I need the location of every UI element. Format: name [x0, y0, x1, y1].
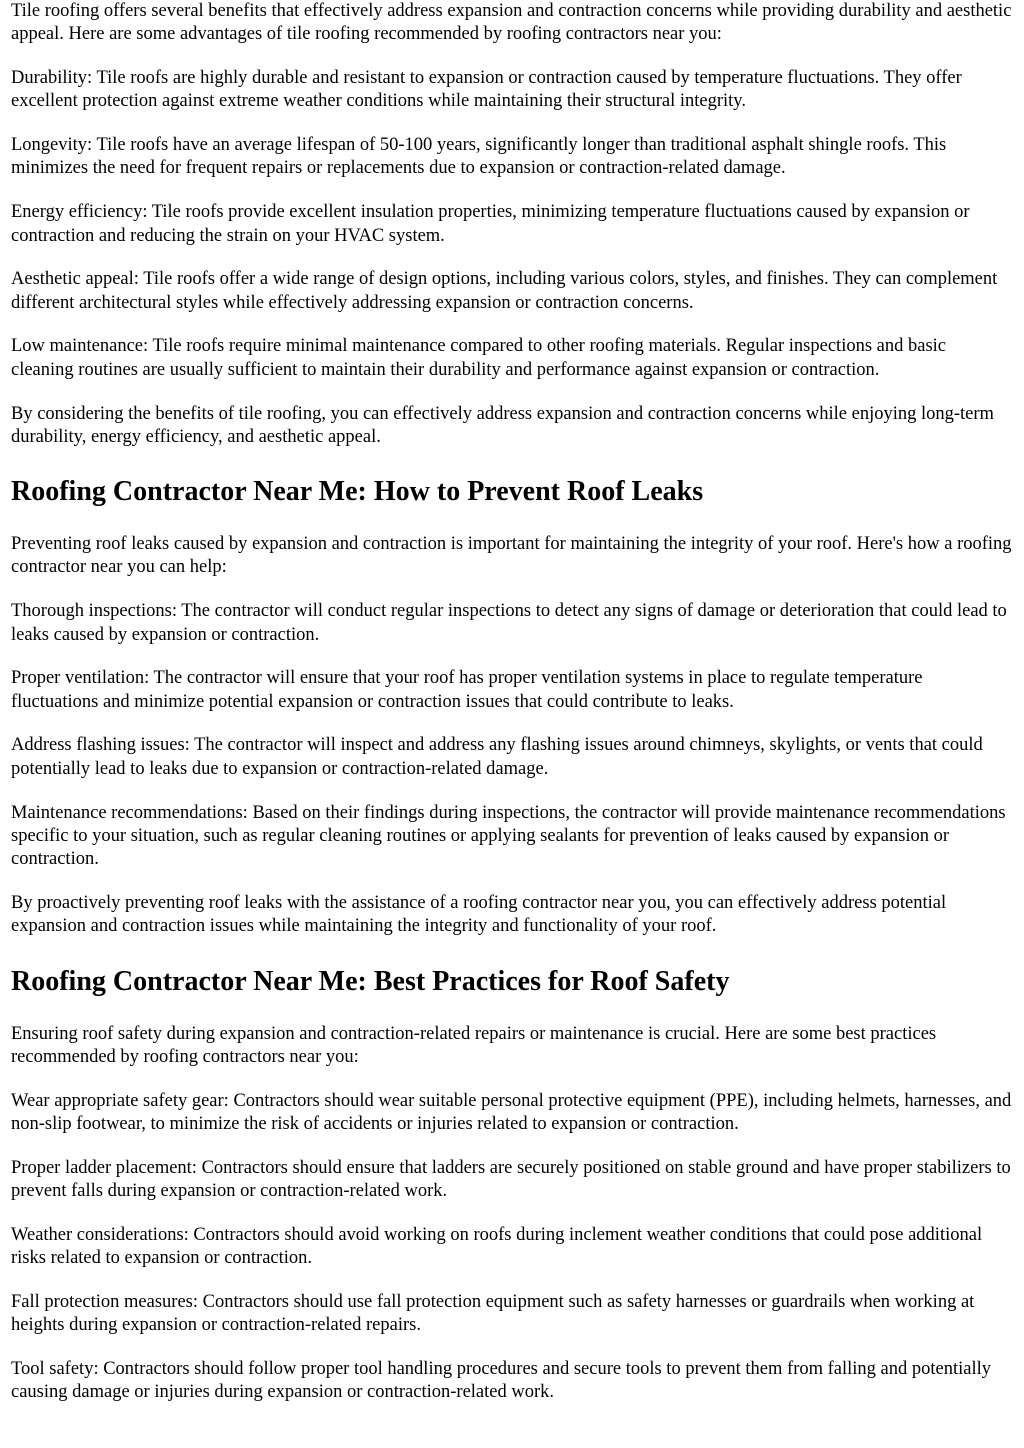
intro-paragraph: Tile roofing offers several benefits that effectively address expansion and contraction concerns while providing durability and aesthetic appeal. Here are some advantages of tile roofing recommended by roofing contractors near you:: [11, 1, 1012, 45]
safety-gear-paragraph: Wear appropriate safety gear: Contractors should wear suitable personal protective equipment (PPE), including helmets, harnesses, and non-slip footwear, to minimize the risk of accidents or injuries related to expansion or contraction.: [11, 1090, 1012, 1134]
weather-considerations-paragraph: Weather considerations: Contractors should avoid working on roofs during inclement weather conditions that could pose additional risks related to expansion or contraction.: [11, 1224, 983, 1269]
longevity-paragraph: Longevity: Tile roofs have an average lifespan of 50-100 years, significantly longer than traditional asphalt shingle roofs. This minimizes the need for frequent repairs or replacements due to expansion or contraction-related damage.: [11, 135, 947, 179]
durability-paragraph: Durability: Tile roofs are highly durable and resistant to expansion or contraction caused by temperature fluctuations. They offer excellent protection against extreme weather conditions while maintaining their structural integrity.: [11, 68, 962, 112]
ladder-placement-paragraph: Proper ladder placement: Contractors should ensure that ladders are securely positioned on stable ground and have proper stabilizers to prevent falls during expansion or contraction-related work.: [11, 1157, 1011, 1201]
tool-safety-paragraph: Tool safety: Contractors should follow proper tool handling procedures and secure tools to prevent them from falling and potentially causing damage or injuries during expansion or contraction-related work.: [11, 1358, 991, 1403]
low-maintenance-paragraph: Low maintenance: Tile roofs require minimal maintenance compared to other roofing materials. Regular inspections and basic cleaning routines are usually sufficient to maintain their durability and performance against expansion or contraction.: [11, 336, 946, 380]
prevent-leaks-section: [11, 475, 1013, 938]
roof-safety-heading: Roofing Contractor Near Me: Best Practices for Roof Safety: [11, 965, 730, 997]
ventilation-paragraph: Proper ventilation: The contractor will ensure that your roof has proper ventilation systems in place to regulate temperature fluctuations and minimize potential expansion or contraction issues that could contribute to leaks.: [11, 668, 923, 712]
maintenance-recommendations-paragraph: Maintenance recommendations: Based on their findings during inspections, the contractor will provide maintenance recommendations specific to your situation, such as regular cleaning routines or applying sealants for prevention of leaks caused by expansion or contraction.: [11, 802, 1006, 870]
inspections-paragraph: Thorough inspections: The contractor will conduct regular inspections to detect any signs of damage or deterioration that could lead to leaks caused by expansion or contraction.: [11, 601, 1007, 645]
roof-safety-section: [11, 965, 1013, 1405]
tile-conclusion-paragraph: By considering the benefits of tile roofing, you can effectively address expansion and contraction concerns while enjoying long-term durability, energy efficiency, and aesthetic appeal.: [11, 403, 994, 447]
fall-protection-paragraph: Fall protection measures: Contractors should use fall protection equipment such as safety harnesses or guardrails when working at heights during expansion or contraction-related repairs.: [11, 1291, 975, 1336]
aesthetic-appeal-paragraph: Aesthetic appeal: Tile roofs offer a wide range of design options, including various colors, styles, and finishes. They can complement different architectural styles while effectively addressing expansion or contraction concerns.: [11, 269, 998, 313]
leaks-intro-paragraph: Preventing roof leaks caused by expansion and contraction is important for maintaining the integrity of your roof. Here's how a roofing contractor near you can help:: [11, 534, 1012, 578]
safety-intro-paragraph: Ensuring roof safety during expansion and contraction-related repairs or maintenance is crucial. Here are some best practices recommended by roofing contractors near you:: [11, 1023, 937, 1067]
prevent-leaks-heading: Roofing Contractor Near Me: How to Prevent Roof Leaks: [11, 476, 704, 508]
tile-roofing-section: [11, 0, 1013, 449]
leaks-conclusion-paragraph: By proactively preventing roof leaks with the assistance of a roofing contractor near you, you can effectively address potential expansion and contraction issues while maintaining the integrity and functionality of your roof.: [11, 892, 947, 937]
energy-efficiency-paragraph: Energy efficiency: Tile roofs provide excellent insulation properties, minimizing temperature fluctuations caused by expansion or contraction and reducing the strain on your HVAC system.: [11, 202, 970, 246]
flashing-paragraph: Address flashing issues: The contractor will inspect and address any flashing issues around chimneys, skylights, or vents that could potentially lead to leaks due to expansion or contraction-related damage.: [11, 735, 983, 779]
